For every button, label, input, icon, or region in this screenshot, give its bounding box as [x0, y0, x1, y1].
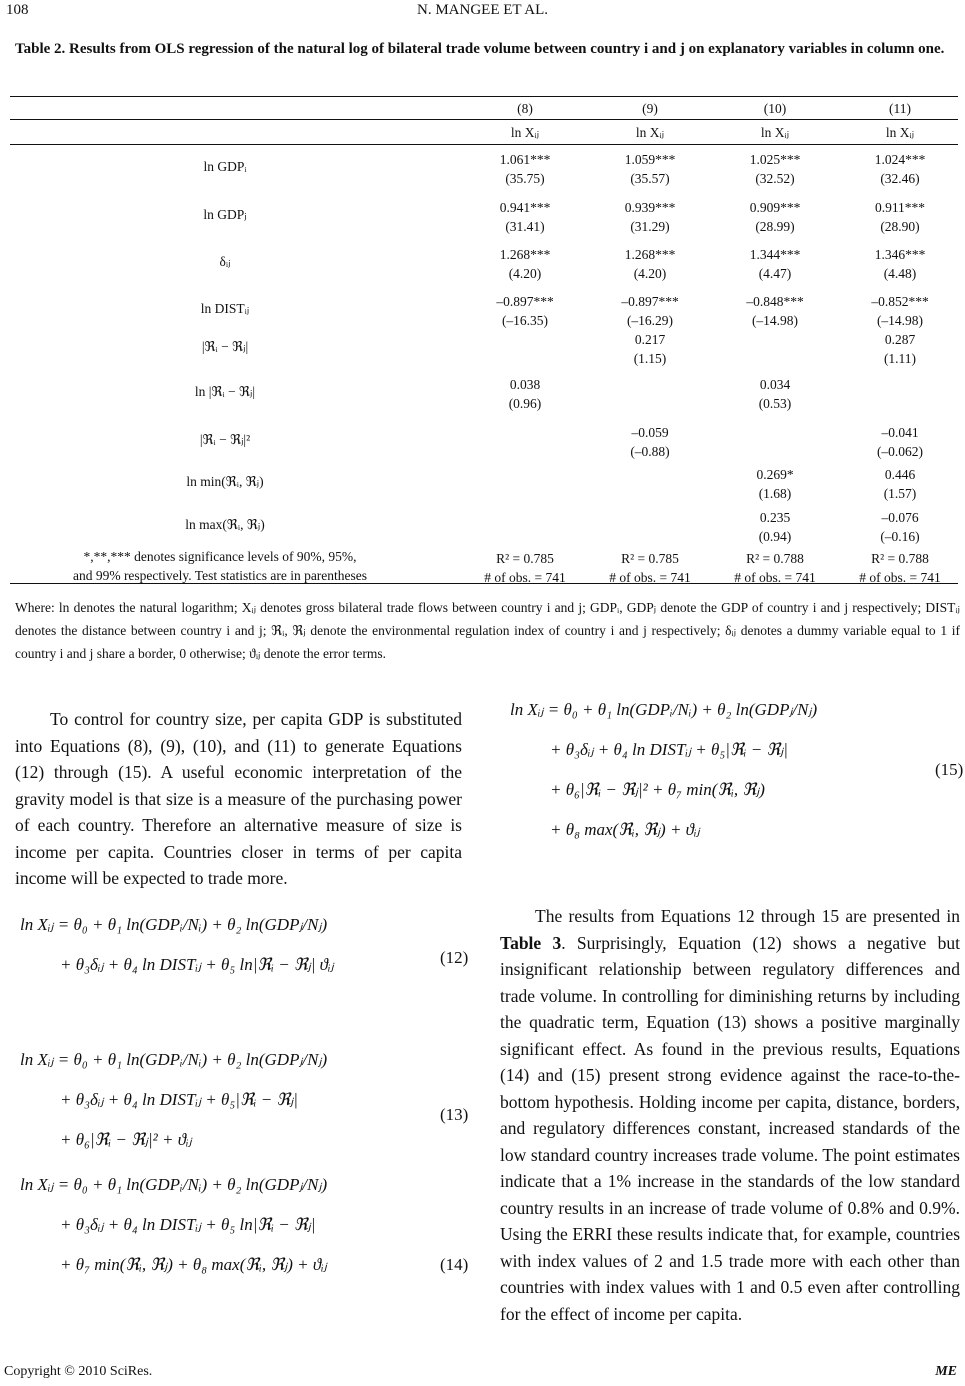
dependent-variable: ln Xᵢⱼ [760, 125, 790, 140]
column-header: (10) [763, 101, 787, 116]
test-statistic: (–0.062) [876, 444, 924, 459]
r-squared: R² = 0.785 [621, 551, 679, 566]
coefficient: 0.939*** [624, 200, 676, 215]
coefficient: –0.897*** [621, 294, 679, 309]
coefficient: 1.061*** [499, 152, 551, 167]
coefficient: 0.034 [759, 377, 791, 392]
row-label: |ℜᵢ − ℜⱼ| [201, 339, 249, 354]
coefficient: 0.235 [759, 510, 791, 525]
test-statistic: (–16.35) [501, 313, 549, 328]
page-number: 108 [6, 2, 29, 18]
coefficient: 0.941*** [499, 200, 551, 215]
test-statistic: (1.68) [758, 486, 792, 501]
row-label: ln |ℜᵢ − ℜⱼ| [194, 384, 256, 399]
row-label: ln GDPⱼ [203, 207, 247, 222]
test-statistic: (1.57) [883, 486, 917, 501]
coefficient: –0.059 [631, 425, 669, 440]
coefficient: 1.268*** [624, 247, 676, 262]
equation-line: + θ₃δᵢⱼ + θ₄ ln DISTᵢⱼ + θ₅ ln|ℜᵢ − ℜⱼ| [60, 1215, 316, 1234]
column-header: (11) [889, 101, 911, 116]
r-squared: R² = 0.788 [746, 551, 804, 566]
row-label: ln DISTᵢⱼ [200, 301, 250, 316]
journal-abbrev: ME [935, 1364, 957, 1379]
coefficient: 0.287 [884, 332, 916, 347]
dependent-variable: ln Xᵢⱼ [510, 125, 540, 140]
equation-line: ln Xᵢⱼ = θ₀ + θ₁ ln(GDPᵢ/Nᵢ) + θ₂ ln(GDPⱼ/Nⱼ) [510, 700, 818, 719]
coefficient: 1.268*** [499, 247, 551, 262]
observations: # of obs. = 741 [734, 570, 816, 585]
column-header: (9) [642, 101, 658, 116]
row-label: δᵢⱼ [219, 254, 231, 269]
test-statistic: (–16.29) [626, 313, 674, 328]
equation-line: + θ₈ max(ℜᵢ, ℜⱼ) + ϑᵢⱼ [550, 820, 700, 839]
coefficient: 0.217 [634, 332, 666, 347]
table-notes: Where: ln denotes the natural logarithm; Xᵢⱼ denotes gross bilateral trade flows between country i and j; GDPᵢ, GDPⱼ denote the GDP of country i and j respectively; DISTᵢⱼ denotes the distance between country i and j; ℜᵢ, ℜⱼ denote the environmental regulation index of country i and j respectively; δᵢⱼ denotes a dummy variable equal to 1 if country i and j share a border, 0 otherwise; ϑᵢⱼ denote the error terms. [15, 600, 960, 661]
equation-number: (14) [440, 1255, 469, 1274]
equation-line: + θ₃δᵢⱼ + θ₄ ln DISTᵢⱼ + θ₅|ℜᵢ − ℜⱼ| [550, 740, 788, 759]
test-statistic: (4.20) [508, 266, 542, 281]
equation-line: + θ₇ min(ℜᵢ, ℜⱼ) + θ₈ max(ℜᵢ, ℜⱼ) + ϑᵢⱼ [60, 1255, 327, 1274]
coefficient: 0.446 [884, 467, 916, 482]
test-statistic: (4.20) [633, 266, 667, 281]
test-statistic: (0.94) [758, 529, 792, 544]
coefficient: 0.911*** [874, 200, 926, 215]
table-caption: Table 2. Results from OLS regression of the natural log of bilateral trade volume between country i and j on explanatory variables in column one. [15, 41, 945, 57]
test-statistic: (–14.98) [876, 313, 924, 328]
left-paragraph: To control for country size, per capita GDP is substituted into Equations (8), (9), (10), and (11) to generate Equations (12) through (15). A useful economic interpretation of the gravity model is that size is a measure of the purchasing power of each country. Therefore an alternative measure of size is income per capita. Countries closer in terms of per capita income will be expected to trade more. [15, 709, 462, 888]
equation-line: ln Xᵢⱼ = θ₀ + θ₁ ln(GDPᵢ/Nᵢ) + θ₂ ln(GDPⱼ/Nⱼ) [20, 915, 328, 934]
equation-line: + θ₆|ℜᵢ − ℜⱼ|² + ϑᵢⱼ [60, 1130, 192, 1149]
test-statistic: (35.75) [505, 171, 545, 186]
observations: # of obs. = 741 [859, 570, 941, 585]
dependent-variable: ln Xᵢⱼ [635, 125, 665, 140]
test-statistic: (–0.88) [630, 444, 670, 459]
test-statistic: (1.15) [633, 351, 667, 366]
coefficient: –0.848*** [746, 294, 804, 309]
equation-line: + θ₃δᵢⱼ + θ₄ ln DISTᵢⱼ + θ₅|ℜᵢ − ℜⱼ| [60, 1090, 298, 1109]
test-statistic: (28.90) [880, 219, 920, 234]
coefficient: 1.059*** [624, 152, 676, 167]
equation-line: ln Xᵢⱼ = θ₀ + θ₁ ln(GDPᵢ/Nᵢ) + θ₂ ln(GDPⱼ/Nⱼ) [20, 1175, 328, 1194]
test-statistic: (32.46) [880, 171, 920, 186]
test-statistic: (4.47) [758, 266, 792, 281]
test-statistic: (4.48) [883, 266, 917, 281]
test-statistic: (35.57) [630, 171, 670, 186]
coefficient: 0.269* [756, 467, 794, 482]
equation-number: (12) [440, 948, 469, 967]
copyright: Copyright © 2010 SciRes. [4, 1364, 153, 1379]
row-label: ln GDPᵢ [203, 159, 247, 174]
r-squared: R² = 0.788 [871, 551, 929, 566]
r-squared: R² = 0.785 [496, 551, 554, 566]
coefficient: –0.076 [881, 510, 919, 525]
test-statistic: (1.11) [883, 351, 917, 366]
coefficient: 0.038 [509, 377, 541, 392]
table-top-rule [10, 96, 958, 97]
row-label: ln max(ℜᵢ, ℜⱼ) [185, 517, 265, 532]
coefficient: –0.041 [881, 425, 919, 440]
coefficient: 1.025*** [749, 152, 801, 167]
column-header: (8) [517, 101, 533, 116]
test-statistic: (31.41) [505, 219, 545, 234]
coefficient: 1.344*** [749, 247, 801, 262]
table-reference-link[interactable]: Table 3 [500, 932, 562, 953]
table-rule [10, 144, 958, 145]
observations: # of obs. = 741 [484, 570, 566, 585]
test-statistic: (28.99) [755, 219, 795, 234]
significance-note: *,**,*** denotes significance levels of 90%, 95%, [83, 549, 357, 564]
equation-line: + θ₃δᵢⱼ + θ₄ ln DISTᵢⱼ + θ₅ ln|ℜᵢ − ℜⱼ| ϑᵢⱼ [60, 955, 334, 974]
coefficient: 0.909*** [749, 200, 801, 215]
coefficient: –0.897*** [496, 294, 554, 309]
test-statistic: (–0.16) [880, 529, 920, 544]
observations: # of obs. = 741 [609, 570, 691, 585]
running-head: N. MANGEE ET AL. [417, 2, 548, 18]
coefficient: –0.852*** [871, 294, 929, 309]
table-rule [10, 119, 958, 120]
row-label: |ℜᵢ − ℜⱼ|² [199, 432, 251, 447]
test-statistic: (–14.98) [751, 313, 799, 328]
coefficient: 1.346*** [874, 247, 926, 262]
test-statistic: (0.53) [758, 396, 792, 411]
equation-line: + θ₆|ℜᵢ − ℜⱼ|² + θ₇ min(ℜᵢ, ℜⱼ) [550, 780, 765, 799]
coefficient: 1.024*** [874, 152, 926, 167]
test-statistic: (31.29) [630, 219, 670, 234]
equation-number: (13) [440, 1105, 469, 1124]
row-label: ln min(ℜᵢ, ℜⱼ) [186, 474, 264, 489]
test-statistic: (32.52) [755, 171, 795, 186]
right-paragraph: The results from Equations 12 through 15 are presented in Table 3. Surprisingly, Equation (12) shows a negative but insignificant relationship between regulatory differences and trade volume. In controlling for diminishing returns by including the quadratic term, Equation (13) shows a positive marginally significant effect. As found in the previous results, Equations (14) and (15) present strong evidence against the race-to-the-bottom hypothesis. Holding income per capita, distance, borders, and regulatory differences constant, increased standards of the low standard country increases trade volume. The point estimates indicate that a 1% increase in the standards of the low standard country results in an increase of trade volume of 0.8% and 0.9%. Using the ERRI these results indicate that, for example, countries with index values of 2 and 1.5 trade more with each other than countries with index values with 1 and 0.5 even after controlling for the effect of income per capita. [500, 906, 960, 1324]
equation-number: (15) [935, 760, 964, 779]
dependent-variable: ln Xᵢⱼ [885, 125, 915, 140]
equation-line: ln Xᵢⱼ = θ₀ + θ₁ ln(GDPᵢ/Nᵢ) + θ₂ ln(GDPⱼ/Nⱼ) [20, 1050, 328, 1069]
significance-note: and 99% respectively. Test statistics are in parentheses [72, 568, 368, 583]
test-statistic: (0.96) [508, 396, 542, 411]
